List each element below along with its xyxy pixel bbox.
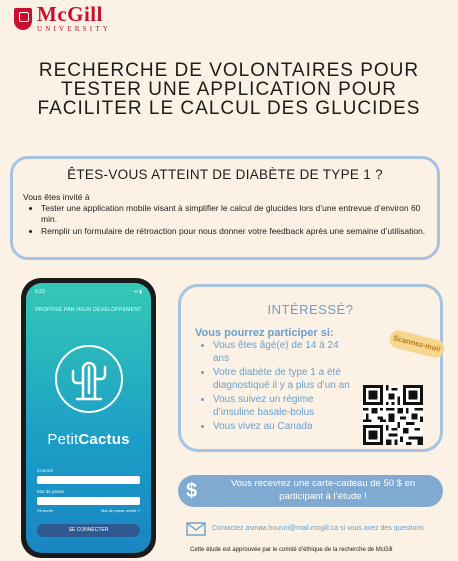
email-field[interactable] (37, 476, 140, 484)
cactus-icon (57, 347, 121, 411)
mcgill-crest-icon (14, 8, 32, 30)
app-proposed-by: PROPOSÉ PAR HIGAI DÉVELOPPEMENT (35, 307, 142, 313)
mail-icon (186, 522, 206, 536)
password-field[interactable] (37, 497, 140, 505)
password-label: Mot de passe (37, 489, 65, 494)
app-brand (26, 431, 151, 448)
eligibility-list (23, 203, 436, 239)
ethics-approval-text: Cette étude est approuvée par le comité d’éthique de la recherche de McGill (190, 547, 393, 553)
list-item: • Vous suivez un régime d’insuline basale-bolus (213, 394, 353, 419)
interest-heading: INTÉRESSÉ? (267, 302, 354, 317)
qr-code-icon[interactable] (363, 385, 423, 445)
mcgill-logo (14, 4, 111, 33)
cactus-logo-icon (55, 345, 123, 413)
app-screen (26, 283, 151, 553)
scan-me-badge: Scannez-moi! (388, 328, 447, 359)
list-item: • Vous êtes âgé(e) de 14 à 24 ans (213, 340, 353, 365)
logo-wordmark: McGill (37, 2, 103, 26)
status-time: 9:23 (35, 289, 45, 295)
dollar-icon: $ (186, 480, 198, 502)
email-label: Courriel (37, 468, 53, 473)
interest-subheading: Vous pourrez participer si: (195, 327, 334, 339)
gift-card-text: Vous recevrez une carte-cadeau de 50 $ en participant à l’étude ! (230, 478, 416, 502)
logo-subtitle: UNIVERSITY (37, 25, 111, 33)
status-icons: ▪▪ ▮ (134, 289, 142, 295)
brand-light: Petit (47, 431, 79, 448)
gift-card-banner (178, 475, 443, 507)
eligibility-heading: ÊTES-VOUS ATTEINT DE DIABÈTE DE TYPE 1 ? (67, 167, 383, 182)
page-title: RECHERCHE DE VOLONTAIRES POUR TESTER UNE APPLICATION POUR FACILITER LE CALCUL DES GLUCIDES (37, 60, 421, 119)
brand-bold: Cactus (78, 431, 130, 448)
eligibility-box (10, 156, 440, 260)
forgot-password-link[interactable]: Mot de passe oublié ? (100, 508, 140, 513)
list-item: • Remplir un formulaire de rétroaction pour nous donner votre feedback après une semaine d’utilisation. (41, 226, 436, 237)
connect-button[interactable]: SE CONNECTER (37, 524, 140, 537)
phone-mockup (21, 278, 156, 558)
criteria-list (195, 340, 353, 436)
list-item: • Votre diabète de type 1 a été diagnostiqué il y a plus d’un an (213, 367, 353, 392)
signup-link[interactable]: S'inscrire (37, 508, 54, 513)
contact-text: Contactez asmaa.housni@mail.mcgill.ca si vous avez des questions (212, 525, 424, 532)
interest-box (178, 284, 443, 452)
list-item: • Tester une application mobile visant à simplifier le calcul de glucides lors d’une entrevue d’environ 60 min. (41, 203, 436, 224)
list-item: • Vous vivez au Canada (213, 421, 353, 434)
eligibility-intro: Vous êtes invité à (23, 192, 90, 202)
